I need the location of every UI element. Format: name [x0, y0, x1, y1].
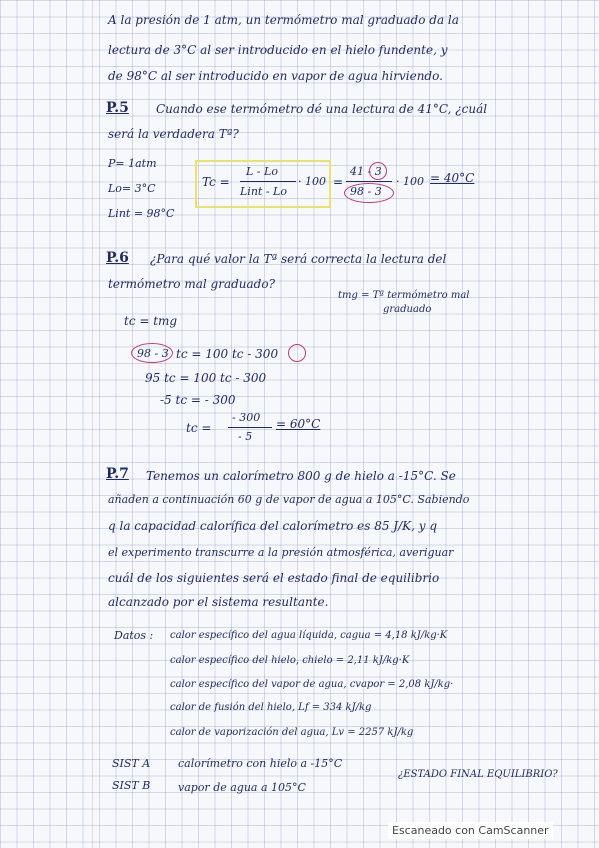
p5-sub-factor: · 100 — [396, 175, 424, 188]
p6-eq-4: -5 tc = - 300 — [160, 393, 236, 407]
p5-given-pressure: P= 1atm — [108, 157, 157, 170]
sist-a-label: SIST A — [112, 757, 151, 770]
p5-formula-factor: · 100 — [298, 175, 326, 188]
p5-result: = 40°C — [430, 171, 475, 185]
p5-given-lo: Lo= 3°C — [108, 182, 156, 195]
margin-line — [92, 0, 93, 848]
p5-formula-fraction-bar — [240, 181, 296, 182]
p5-label: P.5 — [106, 100, 129, 116]
scanner-watermark: Escaneado con CamScanner — [388, 822, 553, 839]
sist-a-text: calorímetro con hielo a -15°C — [178, 757, 343, 770]
intro-line-2: lectura de 3°C al ser introducido en el hielo fundente, y — [108, 43, 448, 57]
p5-sub-denominator: 98 - 3 — [350, 185, 382, 198]
p6-question-2: termómetro mal graduado? — [108, 277, 276, 291]
circle-mark-3-p6 — [288, 344, 306, 362]
circle-mark-98-3 — [344, 183, 394, 203]
sist-b-label: SIST B — [112, 779, 151, 792]
p7-label: P.7 — [106, 466, 129, 482]
p5-equals: = — [333, 175, 344, 189]
p7-text-3: q la capacidad calorífica del calorímetro es 85 J/K, y q — [108, 519, 438, 533]
p7-dato-3: calor específico del vapor de agua, cvapor = 2,08 kJ/kg· — [170, 679, 454, 690]
p5-given-lint: Lint = 98°C — [108, 207, 175, 220]
p5-formula-denominator: Lint - Lo — [240, 185, 287, 198]
p6-eq-2-lhs: 98 - 3 — [137, 347, 169, 360]
p6-eq-5-fraction-bar — [228, 427, 272, 428]
p7-dato-1: calor específico del agua líquida, cagua = 4,18 kJ/kg·K — [170, 630, 448, 641]
p7-text-6: alcanzado por el sistema resultante. — [108, 595, 329, 609]
p6-eq-5-lhs: tc = — [186, 421, 212, 435]
p5-question-2: será la verdadera Tª? — [108, 127, 239, 141]
p5-sub-fraction-bar — [346, 181, 392, 182]
intro-line-3: de 98°C al ser introducido en vapor de agua hirviendo. — [108, 69, 443, 83]
p6-eq-2-rest: tc = 100 tc - 300 — [176, 347, 279, 361]
p6-eq-1: tc = tmg — [124, 314, 178, 328]
intro-line-1: A la presión de 1 atm, un termómetro mal graduado da la — [108, 13, 459, 27]
final-state-question: ¿ESTADO FINAL EQUILIBRIO? — [398, 769, 558, 780]
p6-label: P.6 — [106, 250, 129, 266]
p5-question-1: Cuando ese termómetro dé una lectura de 41°C, ¿cuál — [156, 102, 488, 116]
p7-text-1: Tenemos un calorímetro 800 g de hielo a -15°C. Se — [146, 469, 456, 483]
p6-eq-3: 95 tc = 100 tc - 300 — [145, 371, 267, 385]
p6-eq-5-denominator: - 5 — [238, 430, 253, 443]
p5-formula-numerator: L - Lo — [246, 165, 278, 178]
p6-eq-5-numerator: - 300 — [232, 411, 261, 424]
p6-note-1: tmg = Tª termómetro mal — [338, 290, 470, 301]
p6-eq-5-result: = 60°C — [276, 417, 321, 431]
p7-dato-4: calor de fusión del hielo, Lf = 334 kJ/kg — [170, 702, 372, 713]
p5-sub-numerator: 41 - 3 — [350, 165, 382, 178]
p7-datos-label: Datos : — [114, 629, 154, 642]
p7-dato-5: calor de vaporización del agua, Lv = 2257 kJ/kg — [170, 727, 414, 738]
p6-question-1: ¿Para qué valor la Tª será correcta la lectura del — [150, 252, 447, 266]
p5-formula-lhs: Tc = — [202, 175, 230, 189]
circle-mark-3 — [369, 162, 387, 180]
sist-b-text: vapor de agua a 105°C — [178, 781, 306, 794]
p7-dato-2: calor específico del hielo, chielo = 2,11 kJ/kg·K — [170, 655, 410, 666]
p7-text-5: cuál de los siguientes será el estado final de equilibrio — [108, 571, 440, 585]
p7-text-4: el experimento transcurre a la presión atmosférica, averiguar — [108, 546, 454, 559]
p7-text-2: añaden a continuación 60 g de vapor de agua a 105°C. Sabiendo — [108, 493, 470, 506]
p6-note-2: graduado — [383, 304, 432, 315]
